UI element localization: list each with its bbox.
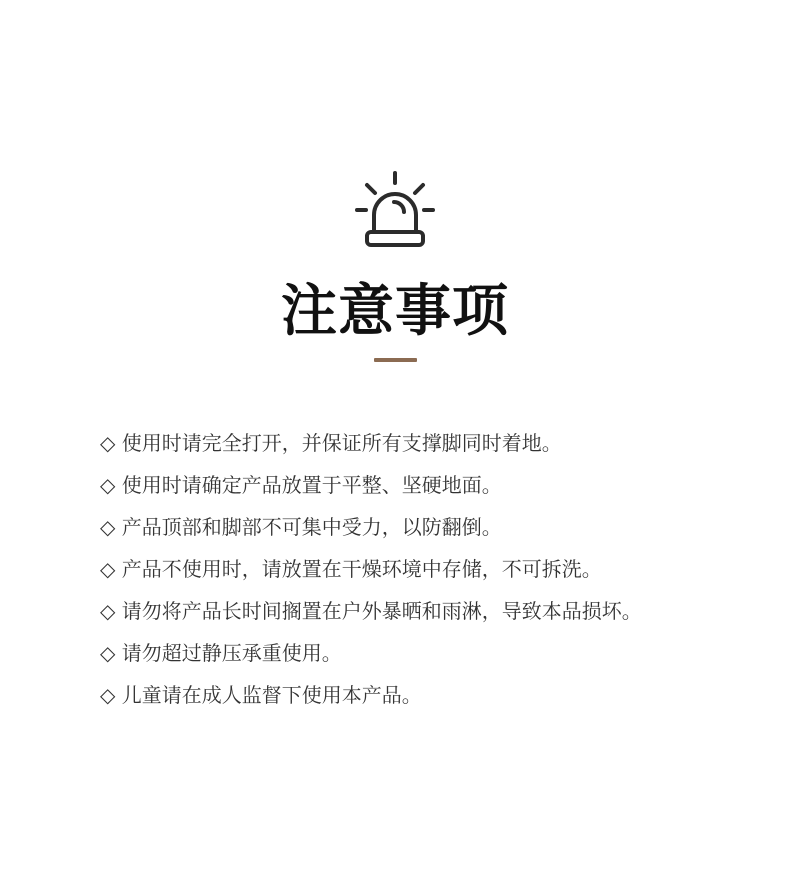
note-item: ◇ 儿童请在成人监督下使用本产品。 (100, 683, 422, 707)
note-item: ◇ 产品不使用时，请放置在干燥环境中存储，不可拆洗。 (100, 557, 602, 581)
note-item: ◇ 请勿超过静压承重使用。 (100, 641, 342, 665)
title-divider (374, 358, 417, 362)
page-title: 注意事项 (281, 279, 509, 344)
alarm-siren-icon (354, 170, 436, 248)
note-item: ◇ 使用时请确定产品放置于平整、坚硬地面。 (100, 473, 502, 497)
notes-list (100, 424, 760, 718)
note-item: ◇ 产品顶部和脚部不可集中受力，以防翻倒。 (100, 515, 502, 539)
note-item: ◇ 请勿将产品长时间搁置在户外暴晒和雨淋，导致本品损坏。 (100, 599, 642, 623)
note-item: ◇ 使用时请完全打开，并保证所有支撑脚同时着地。 (100, 431, 562, 455)
